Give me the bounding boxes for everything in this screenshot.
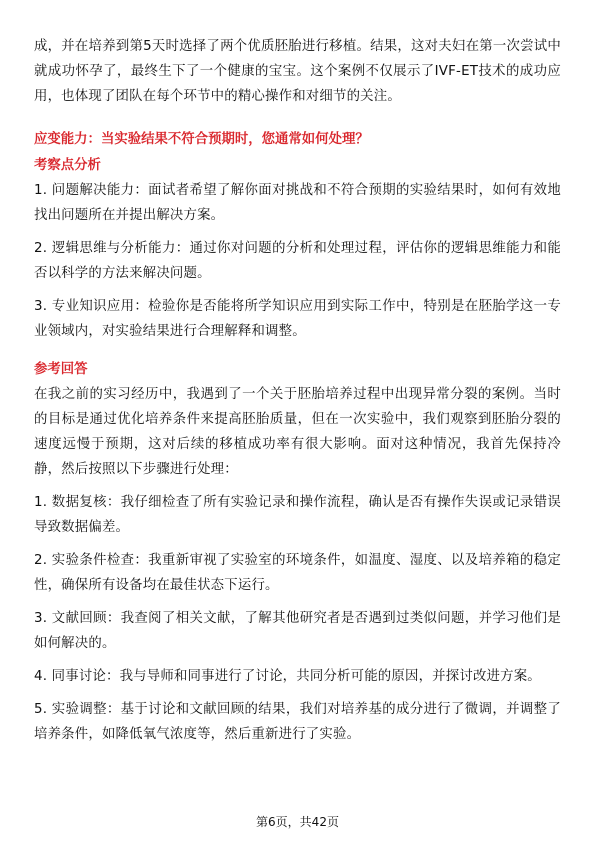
answer-step: 4. 同事讨论：我与导师和同事进行了讨论，共同分析可能的原因，并探讨改进方案。 — [34, 669, 541, 684]
analysis-item: 3. 专业知识应用：检验你是否能将所学知识应用到实际工作中，特别是在胚胎学这一专业领域内，对实验结果进行合理解释和调整。 — [34, 299, 561, 339]
analysis-item: 2. 逻辑思维与分析能力：通过你对问题的分析和处理过程，评估你的逻辑思维能力和能否以科学的方法来解决问题。 — [34, 241, 561, 281]
analysis-item: 1. 问题解决能力：面试者希望了解你面对挑战和不符合预期的实验结果时，如何有效地找出问题所在并提出解决方案。 — [34, 183, 561, 223]
page-number-footer: 第6页，共42页 — [256, 815, 339, 829]
analysis-list — [34, 178, 561, 344]
page-content — [34, 34, 561, 755]
answer-steps-list — [34, 490, 561, 747]
answer-step: 1. 数据复核：我仔细检查了所有实验记录和操作流程，确认是否有操作失误或记录错误导致数据偏差。 — [34, 495, 561, 535]
answer-step: 3. 文献回顾：我查阅了相关文献，了解其他研究者是否遇到过类似问题，并学习他们是如何解决的。 — [34, 611, 561, 651]
analysis-heading: 考察点分析 — [34, 158, 101, 173]
answer-intro: 在我之前的实习经历中，我遇到了一个关于胚胎培养过程中出现异常分裂的案例。当时的目标是通过优化培养条件来提高胚胎质量，但在一次实验中，我们观察到胚胎分裂的速度远慢于预期，这对后续的移植成功率有很大影响。面对这种情况，我首先保持冷静，然后按照以下步骤进行处理： — [34, 387, 561, 477]
answer-step: 5. 实验调整：基于讨论和文献回顾的结果，我们对培养基的成分进行了微调，并调整了培养条件，如降低氧气浓度等，然后重新进行了实验。 — [34, 702, 561, 742]
intro-paragraph: 成，并在培养到第5天时选择了两个优质胚胎进行移植。结果，这对夫妇在第一次尝试中就成功怀孕了，最终生下了一个健康的宝宝。这个案例不仅展示了IVF-ET技术的成功应用，也体现了团队在每个环节中的精心操作和对细节的关注。 — [34, 39, 561, 104]
answer-heading: 参考回答 — [34, 362, 88, 377]
question-heading: 应变能力：当实验结果不符合预期时，您通常如何处理？ — [34, 132, 369, 147]
answer-step: 2. 实验条件检查：我重新审视了实验室的环境条件，如温度、湿度、以及培养箱的稳定性，确保所有设备均在最佳状态下运行。 — [34, 553, 561, 593]
